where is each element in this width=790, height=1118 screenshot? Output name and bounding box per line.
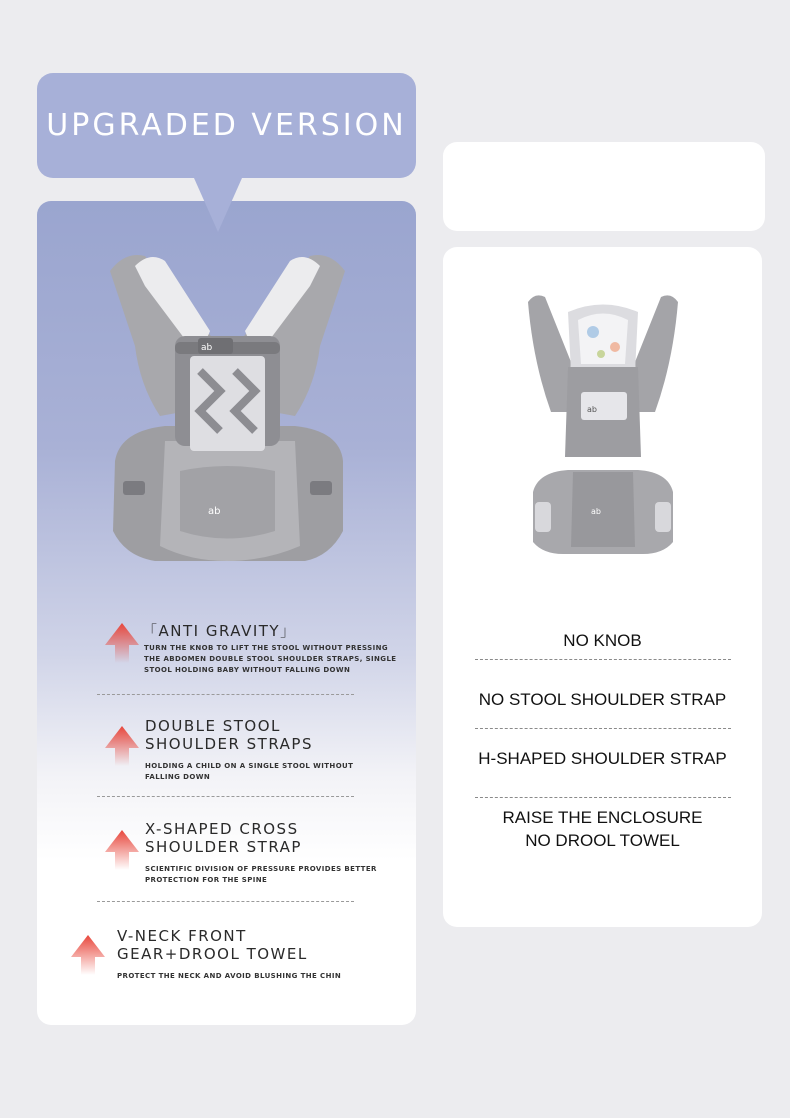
upgraded-product-card bbox=[37, 201, 416, 1025]
comparison-divider bbox=[475, 728, 731, 729]
feature-desc-anti-gravity: TURN THE KNOB TO LIFT THE STOOL WITHOUT PRESSING THE ABDOMEN DOUBLE STOOL SHOULDER STRAPS, SINGLE STOOL HOLDING BABY WITHOUT FALLING DOWN bbox=[144, 644, 397, 674]
feature-title-v-neck: V-NECK FRONT GEAR+DROOL TOWEL bbox=[117, 927, 308, 963]
feature-divider bbox=[97, 796, 354, 797]
feature-desc-v-neck: PROTECT THE NECK AND AVOID BLUSHING THE CHIN bbox=[117, 972, 342, 980]
comparison-no-drool-towel: NO DROOL TOWEL bbox=[525, 831, 680, 850]
feature-title-double-stool: DOUBLE STOOL SHOULDER STRAPS bbox=[145, 717, 313, 753]
standard-logo-panel: ab bbox=[587, 405, 597, 414]
feature-desc-double-stool: HOLDING A CHILD ON A SINGLE STOOL WITHOUT FALLING DOWN bbox=[145, 762, 354, 781]
comparison-divider bbox=[475, 797, 731, 798]
up-arrow-icon bbox=[103, 621, 141, 663]
feature-title-x-shaped: X-SHAPED CROSS SHOULDER STRAP bbox=[145, 820, 302, 856]
carrier-logo-top: ab bbox=[201, 343, 213, 353]
up-arrow-icon bbox=[103, 828, 141, 870]
comparison-h-shaped-strap: H-SHAPED SHOULDER STRAP bbox=[478, 749, 727, 768]
feature-desc-x-shaped: SCIENTIFIC DIVISION OF PRESSURE PROVIDES BETTER PROTECTION FOR THE SPINE bbox=[145, 865, 377, 884]
banner-pointer bbox=[194, 178, 242, 232]
carrier-logo-seat: ab bbox=[208, 506, 221, 517]
standard-product-card bbox=[443, 247, 762, 927]
upgraded-carrier-image bbox=[105, 246, 350, 561]
up-arrow-icon bbox=[103, 724, 141, 766]
feature-title-anti-gravity: 「ANTI GRAVITY」 bbox=[142, 622, 297, 640]
comparison-raise-enclosure: RAISE THE ENCLOSURE bbox=[502, 808, 703, 827]
feature-divider bbox=[97, 901, 354, 902]
standard-carrier-image bbox=[523, 292, 683, 562]
up-arrow-icon bbox=[69, 933, 107, 975]
upgraded-version-banner bbox=[37, 73, 416, 178]
banner-title: UPGRADED VERSION bbox=[46, 108, 407, 143]
comparison-no-stool-strap: NO STOOL SHOULDER STRAP bbox=[478, 690, 727, 709]
comparison-no-knob: NO KNOB bbox=[563, 631, 642, 650]
standard-logo-seat: ab bbox=[591, 507, 601, 516]
comparison-divider bbox=[475, 659, 731, 660]
right-header-card bbox=[443, 142, 765, 231]
feature-divider bbox=[97, 694, 354, 695]
